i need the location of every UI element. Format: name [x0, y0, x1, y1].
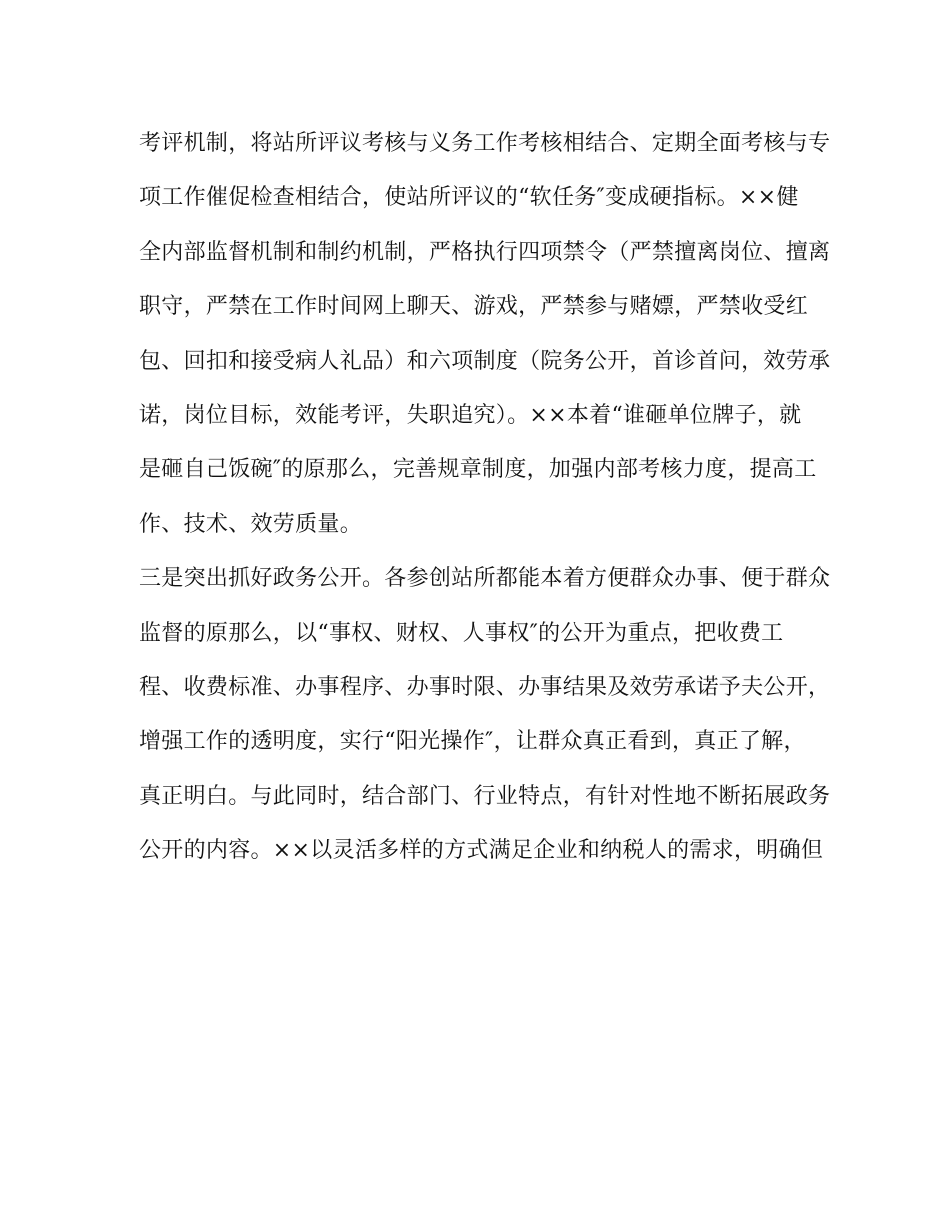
- text-line: 职守，严禁在工作时间网上聊天、游戏，严禁参与赌嫖，严禁收受红: [139, 294, 809, 320]
- text-line: 诺，岗位目标，效能考评，失职追究）。××本着“谁砸单位牌子，就: [139, 402, 802, 428]
- text-line: 全内部监督机制和制约机制，严格执行四项禁令（严禁擅离岗位、擅离: [139, 239, 831, 265]
- text-line: 是砸自己饭碗″的原那么，完善规章制度，加强内部考核力度，提高工: [139, 457, 817, 483]
- text-line: 包、回扣和接受病人礼品）和六项制度（院务公开，首诊首问，效劳承: [139, 348, 831, 374]
- text-line: 三是突出抓好政务公开。各参创站所都能本着方便群众办事、便于群众: [139, 566, 831, 592]
- text-line: 考评机制，将站所评议考核与义务工作考核相结合、定期全面考核与专: [139, 131, 831, 156]
- document-body-text: [139, 117, 839, 878]
- text-line: 项工作催促检查相结合，使站所评议的“软任务″变成硬指标。××健: [139, 185, 799, 211]
- text-line: 程、收费标准、办事程序、办事时限、办事结果及效劳承诺予夫公开，: [139, 674, 831, 700]
- text-line: 监督的原那么，以“事权、财权、人事权″的公开为重点，把收费工: [139, 620, 784, 646]
- text-line: 公开的内容。××以灵活多样的方式满足企业和纳税人的需求，明确但: [139, 838, 824, 864]
- text-line: 增强工作的透明度，实行“阳光操作″，让群众真正看到，真正了解，: [139, 729, 806, 755]
- text-line: 作、技术、效劳质量。: [139, 511, 363, 537]
- text-line: 真正明白。与此同时，结合部门、行业特点，有针对性地不断拓展政务: [139, 783, 831, 809]
